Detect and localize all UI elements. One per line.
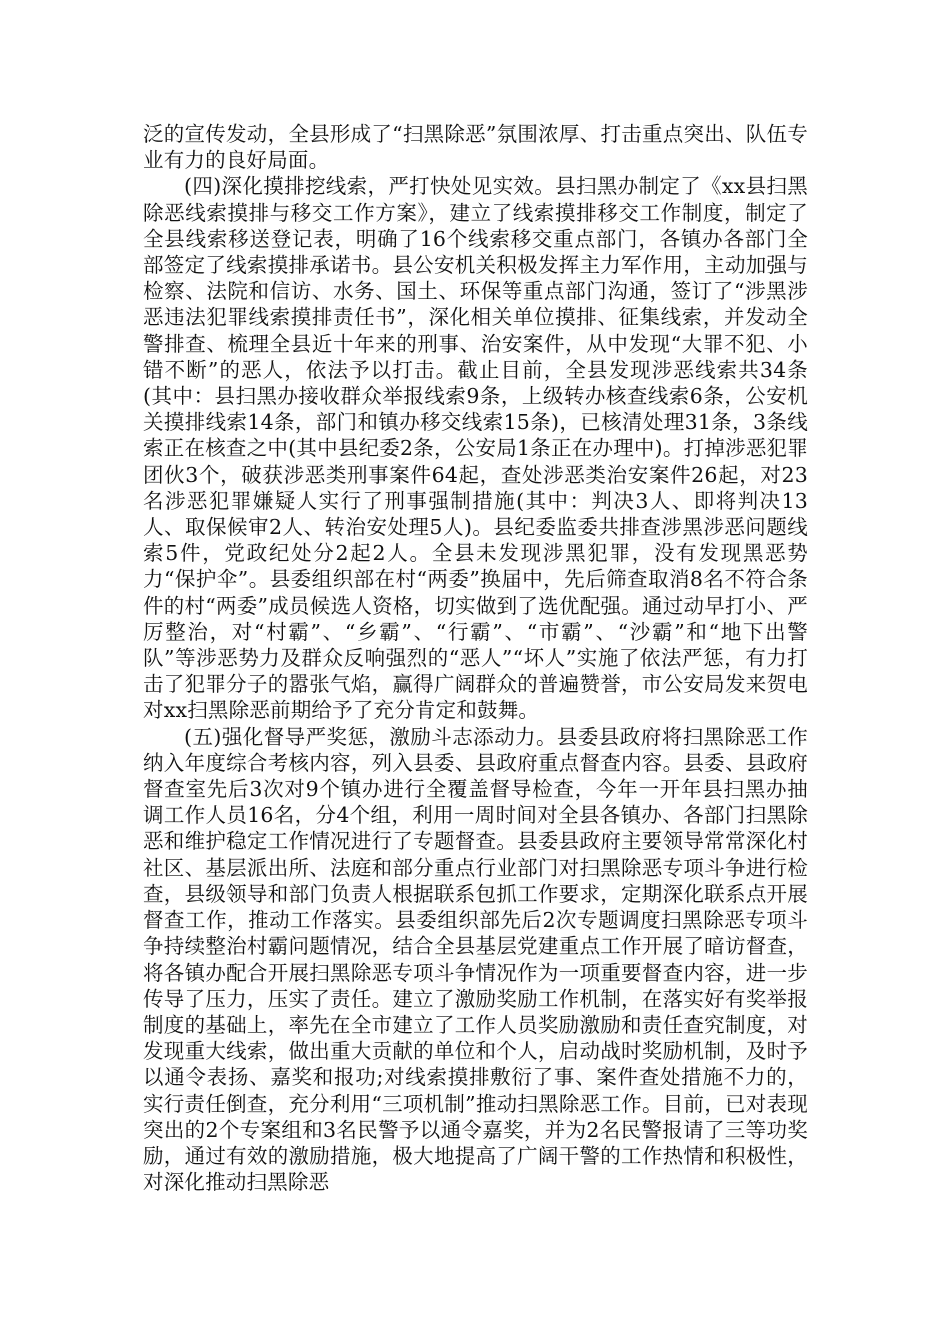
- paragraph-section-5: (五)强化督导严奖惩，激励斗志添动力。县委县政府将扫黑除恶工作纳入年度综合考核内容，列入县委、县政府重点督查内容。县委、县政府督查室先后3次对9个镇办进行全覆盖督导检查，今年一开年县扫黑办抽调工作人员16名，分4个组，利用一周时间对全县各镇办、各部门扫黑除恶和维护稳定工作情况进行了专题督查。县委县政府主要领导常常深化村社区、基层派出所、法庭和部分重点行业部门对扫黑除恶专项斗争进行检查，县级领导和部门负责人根据联系包抓工作要求，定期深化联系点开展督查工作，推动工作落实。县委组织部先后2次专题调度扫黑除恶专项斗争持续整治村霸问题情况，结合全县基层党建重点工作开展了暗访督查，将各镇办配合开展扫黑除恶专项斗争情况作为一项重要督查内容，进一步传导了压力，压实了责任。建立了激励奖励工作机制，在落实好有奖举报制度的基础上，率先在全市建立了工作人员奖励激励和责任查究制度，对发现重大线索，做出重大贡献的单位和个人，启动战时奖励机制，及时予以通令表扬、嘉奖和报功;对线索摸排敷衍了事、案件查处措施不力的，实行责任倒查，充分利用“三项机制”推动扫黑除恶工作。目前，已对表现突出的2个专案组和3名民警予以通令嘉奖，并为2名民警报请了三等功奖励，通过有效的激励措施，极大地提高了广阔干警的工作热情和积极性，对深化推动扫黑除恶: [143, 724, 808, 1195]
- paragraph-section-4: (四)深化摸排挖线索，严打快处见实效。县扫黑办制定了《xx县扫黑除恶线索摸排与移交工作方案》，建立了线索摸排移交工作制度，制定了全县线索移送登记表，明确了16个线索移交重点部门，各镇办各部门全部签定了线索摸排承诺书。县公安机关积极发挥主力军作用，主动加强与检察、法院和信访、水务、国土、环保等重点部门沟通，签订了“涉黑涉恶违法犯罪线索摸排责任书”，深化相关单位摸排、征集线索，并发动全警排查、梳理全县近十年来的刑事、治安案件，从中发现“大罪不犯、小错不断”的恶人，依法予以打击。截止目前，全县发现涉恶线索共34条(其中：县扫黑办接收群众举报线索9条，上级转办核查线索6条，公安机关摸排线索14条，部门和镇办移交线索15条)，已核清处理31条，3条线索正在核查之中(其中县纪委2条，公安局1条正在办理中)。打掉涉恶犯罪团伙3个，破获涉恶类刑事案件64起，查处涉恶类治安案件26起，对23名涉恶犯罪嫌疑人实行了刑事强制措施(其中：判决3人、即将判决13人、取保候审2人、转治安处理5人)。县纪委监委共排查涉黑涉恶问题线索5件，党政纪处分2起2人。全县未发现涉黑犯罪，没有发现黑恶势力“保护伞”。县委组织部在村“两委”换届中，先后筛查取消8名不符合条件的村“两委”成员候选人资格，切实做到了选优配强。通过动早打小、严厉整治，对“村霸”、“乡霸”、“行霸”、“市霸”、“沙霸”和“地下出警队”等涉恶势力及群众反响强烈的“恶人”“坏人”实施了依法严惩，有力打击了犯罪分子的嚣张气焰，赢得广阔群众的普遍赞誉，市公安局发来贺电对xx扫黑除恶前期给予了充分肯定和鼓舞。: [143, 174, 808, 723]
- paragraph-continuation: 泛的宣传发动，全县形成了“扫黑除恶”氛围浓厚、打击重点突出、队伍专业有力的良好局面。: [143, 122, 808, 173]
- document-body: [143, 121, 808, 1195]
